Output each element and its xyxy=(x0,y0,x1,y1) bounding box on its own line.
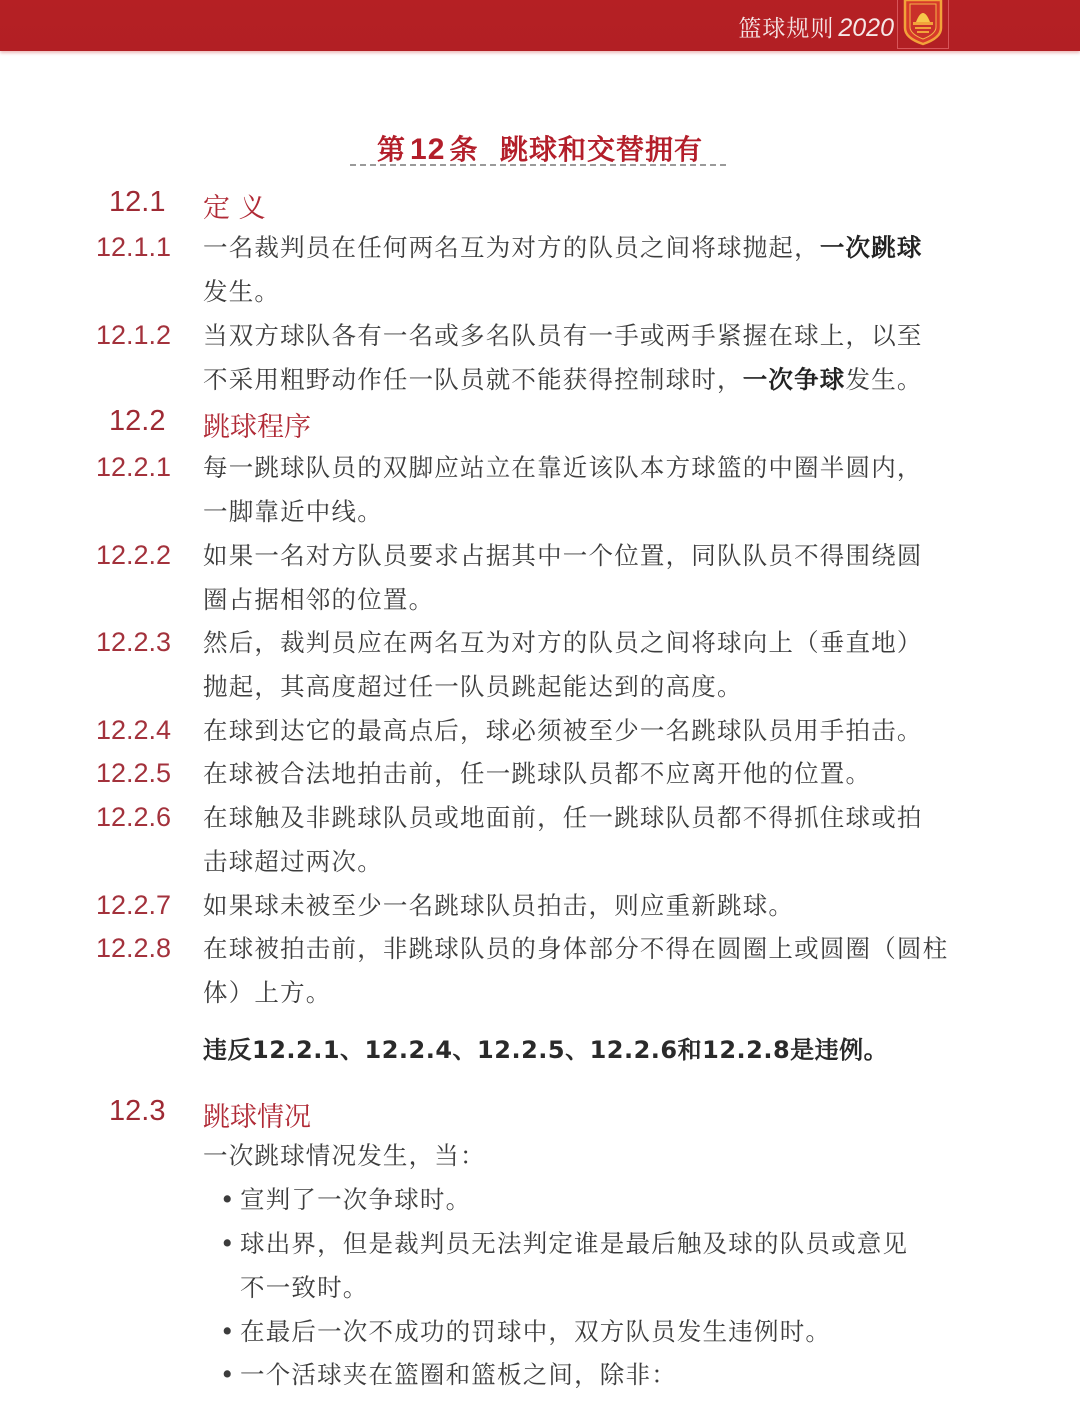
bullet-icon: • xyxy=(220,1360,236,1389)
clause-number: 12.2.8 xyxy=(96,933,172,963)
chapter-title xyxy=(0,128,1080,168)
chapter-name: 跳球和交替拥有 xyxy=(499,133,703,166)
section-heading: 跳球情况 xyxy=(203,1102,311,1133)
bullet-icon: • xyxy=(220,1229,236,1258)
clause-text-part: 抛起，其高度超过任一队员跳起能达到的高度。 xyxy=(203,672,743,701)
defined-term: 一次争球 xyxy=(742,365,846,394)
header-banner xyxy=(0,0,1080,51)
violation-note: 违反12.2.1、12.2.4、12.2.5、12.2.6和12.2.8是违例。 xyxy=(203,1036,889,1064)
list-item xyxy=(218,1353,1000,1397)
clause-text xyxy=(203,446,973,534)
chapter-divider xyxy=(350,164,726,166)
bullet-icon: • xyxy=(220,1317,236,1346)
clause-text xyxy=(203,226,973,314)
clause-text-part: 在球到达它的最高点后，球必须被至少一名跳球队员用手拍击。 xyxy=(203,716,923,745)
clause-text-part: 在球触及非跳球队员或地面前，任一跳球队员都不得抓住球或拍 xyxy=(203,803,923,832)
list-item-text: 不一致时。 xyxy=(240,1273,369,1302)
clause-number: 12.1.1 xyxy=(96,232,172,262)
clause-text xyxy=(203,534,973,622)
clause-text xyxy=(203,621,973,709)
section-heading: 跳球程序 xyxy=(203,412,311,443)
list-item-text: 宣判了一次争球时。 xyxy=(240,1185,472,1214)
clause-number: 12.1.2 xyxy=(96,320,172,350)
section-number: 12.1 xyxy=(109,186,166,218)
section-number: 12.2 xyxy=(109,405,166,437)
clause-text-part: 如果一名对方队员要求占据其中一个位置，同队队员不得围绕圆 xyxy=(203,541,923,570)
list-item xyxy=(218,1222,1000,1310)
clause-text-part: 发生。 xyxy=(845,365,923,394)
chapter-suffix: 条 xyxy=(449,133,479,166)
book-year: 2020 xyxy=(838,14,894,42)
clause-text-part: 每一跳球队员的双脚应站立在靠近该队本方球篮的中圈半圆内， xyxy=(203,453,923,482)
clause-text-part: 一名裁判员在任何两名互为对方的队员之间将球抛起， xyxy=(203,233,820,262)
bullet-icon: • xyxy=(220,1185,236,1214)
section-heading: 定 义 xyxy=(203,193,266,224)
clause-text xyxy=(203,796,973,884)
clause-text-part: 击球超过两次。 xyxy=(203,847,383,876)
clause-text-part: 在球被拍击前，非跳球队员的身体部分不得在圆圈上或圆圈（圆柱 xyxy=(203,934,949,963)
clause-text-part: 体）上方。 xyxy=(203,978,332,1007)
list-item-text: 一个活球夹在篮圈和篮板之间，除非： xyxy=(240,1360,677,1389)
list-item xyxy=(218,1178,1000,1222)
chapter-number: 12 xyxy=(410,133,446,166)
emblem-icon xyxy=(897,0,949,49)
clause-text-part: 如果球未被至少一名跳球队员拍击，则应重新跳球。 xyxy=(203,891,795,920)
clause-text xyxy=(203,314,973,402)
clause-number: 12.2.2 xyxy=(96,540,172,570)
list-item xyxy=(218,1310,1000,1354)
clause-text-part: 圈占据相邻的位置。 xyxy=(203,585,435,614)
clause-text-part: 当双方球队各有一名或多名队员有一手或两手紧握在球上，以至 xyxy=(203,321,923,350)
clause-number: 12.2.6 xyxy=(96,802,172,832)
clause-number: 12.2.4 xyxy=(96,715,172,745)
clause-number: 12.2.5 xyxy=(96,758,172,788)
book-title-text: 篮球规则 xyxy=(738,16,835,42)
clause-text-part: 在球被合法地拍击前，任一跳球队员都不应离开他的位置。 xyxy=(203,759,872,788)
clause-number: 12.2.7 xyxy=(96,890,172,920)
defined-term: 一次跳球 xyxy=(819,233,923,262)
book-title xyxy=(738,10,894,43)
clause-text-part: 发生。 xyxy=(203,277,281,306)
clause-text xyxy=(203,752,973,796)
clause-text xyxy=(203,709,973,753)
clause-text-part: 不采用粗野动作任一队员就不能获得控制球时， xyxy=(203,365,743,394)
clause-number: 12.2.3 xyxy=(96,627,172,657)
list-item-text: 在最后一次不成功的罚球中，双方队员发生违例时。 xyxy=(240,1317,832,1346)
clause-number: 12.2.1 xyxy=(96,452,172,482)
clause-text xyxy=(203,927,973,1015)
list-item-text: 球出界，但是裁判员无法判定谁是最后触及球的队员或意见 xyxy=(240,1229,909,1258)
clause-text xyxy=(203,884,973,928)
clause-text-part: 一脚靠近中线。 xyxy=(203,497,383,526)
section-number: 12.3 xyxy=(109,1095,166,1127)
chapter-prefix: 第 xyxy=(377,133,407,166)
section-intro: 一次跳球情况发生，当： xyxy=(203,1141,486,1170)
clause-text-part: 然后，裁判员应在两名互为对方的队员之间将球向上（垂直地） xyxy=(203,628,923,657)
